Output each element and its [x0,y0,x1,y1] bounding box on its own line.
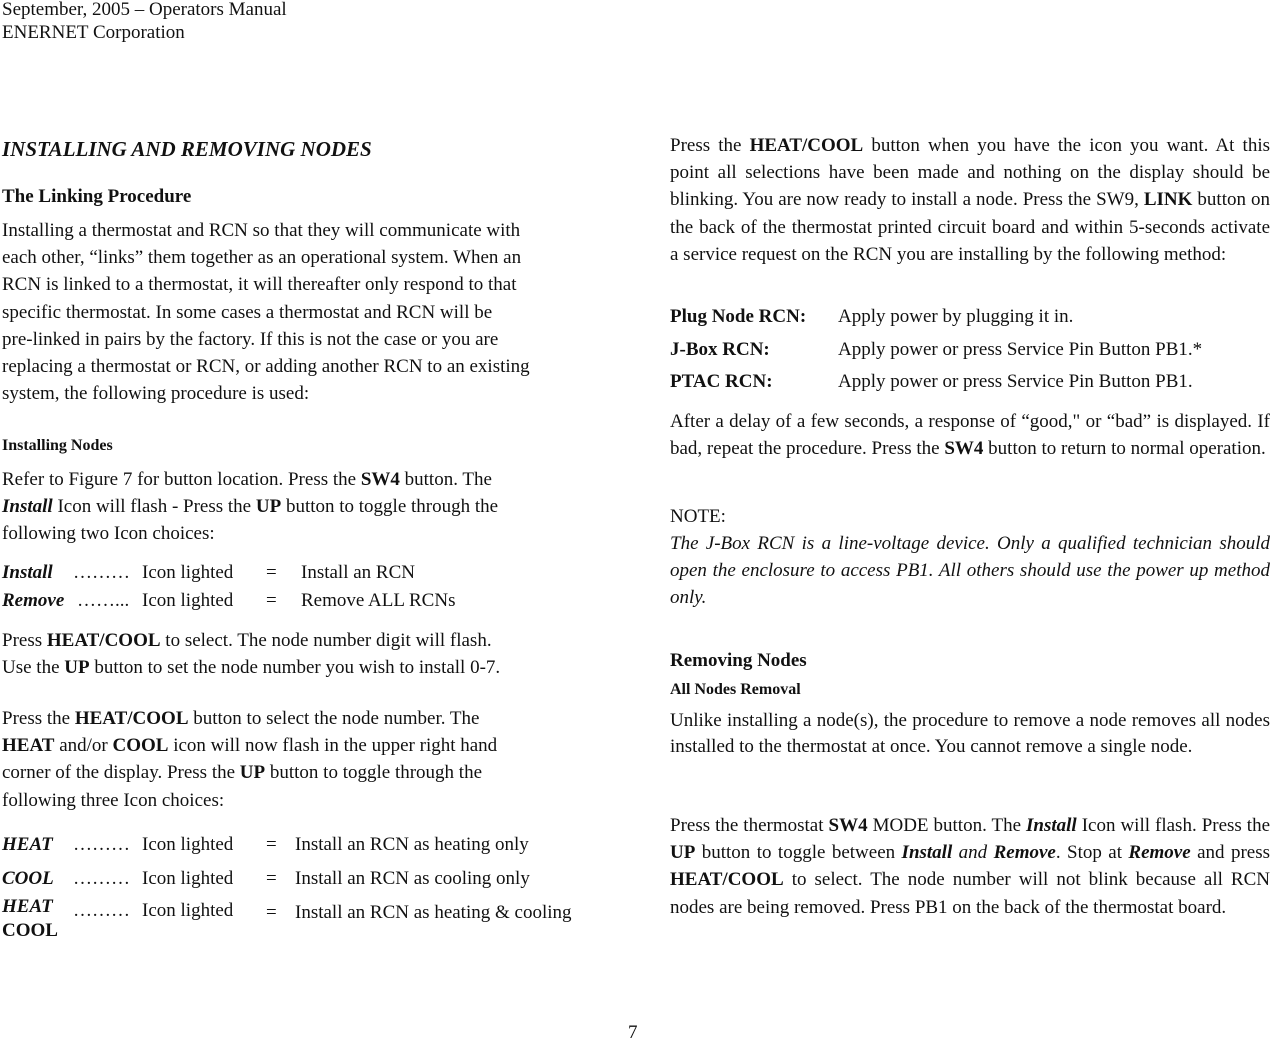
installing-heading: Installing Nodes [2,437,113,454]
linking-line: specific thermostat. In some cases a thermostat and RCN will be [2,301,493,323]
linking-line: Installing a thermostat and RCN so that they will communicate with [2,220,521,241]
header-line-2: ENERNET Corporation [2,22,185,43]
linking-heading: The Linking Procedure [2,186,192,207]
install-intro-paragraph: Refer to Figure 7 for button location. Press the SW4 button. The Install Icon will flash - Press the UP button to toggle through the following two Icon choices: [2,469,499,545]
linking-line: system, the following procedure is used: [2,383,310,405]
removal-intro-paragraph: Unlike installing a node(s), the procedure to remove a node removes all nodes installed to the thermostat at once. You cannot remove a single node. [670,710,1270,757]
note-label: NOTE: [670,506,726,527]
removal-steps-paragraph: Press the thermostat SW4 MODE button. The Install Icon will flash. Press the UP button to toggle between Install and Remove. Stop at Remove and press HEAT/COOL to select. The node number will not blink because all RCN nodes are being removed. Press PB1 on the back of the thermostat board. [670,815,1270,918]
linking-line: replacing a thermostat or RCN, or adding another RCN to an existing [2,356,530,378]
icon-choice-install: Install ……… Icon lighted = Install an RCN [2,562,415,583]
section-title: INSTALLING AND REMOVING NODES [2,137,372,161]
linking-paragraph [2,217,612,407]
linking-line: pre-linked in pairs by the factory. If this is not the case or you are [2,328,499,350]
method-plug-node: Plug Node RCN: Apply power by plugging it in. [670,306,1074,327]
linking-line: RCN is linked to a thermostat, it will thereafter only respond to that [2,274,517,296]
note-text: The J-Box RCN is a line-voltage device. Only a qualified technician should open the enclosure to access PB1. All others should use the power up method only. [670,533,1270,609]
all-nodes-heading: All Nodes Removal [670,681,801,698]
header-line-1: September, 2005 – Operators Manual [2,0,287,20]
page-number: 7 [628,1022,638,1043]
linking-line: each other, “links” them together as an operational system. When an [2,247,522,269]
icon-choice-cool: COOL ……… Icon lighted = Install an RCN as cooling only [2,868,530,889]
removing-heading: Removing Nodes [670,650,807,671]
response-paragraph: After a delay of a few seconds, a response of “good," or “bad” is displayed. If bad, repeat the procedure. Press the SW4 button to return to normal operation. [670,411,1270,460]
heat-cool-paragraph: Press the HEAT/COOL button to select the node number. The HEAT and/or COOL icon will now flash in the upper right hand corner of the display. Press the UP button to toggle through the following three Icon choices: [2,708,498,811]
icon-choice-remove: Remove ……... Icon lighted = Remove ALL RCNs [2,590,456,611]
method-ptac: PTAC RCN: Apply power or press Service Pin Button PB1. [670,371,1193,392]
icon-choice-heat: HEAT ……… Icon lighted = Install an RCN as heating only [2,834,529,855]
right-install-paragraph: Press the HEAT/COOL button when you have the icon you want. At this point all selections have been made and nothing on the display should be blinking. You are now ready to install a node. Press the SW9, LINK button on the back of the thermostat printed circuit board and within 5-seconds activate a service request on the RCN you are installing by the following method: [670,135,1270,265]
method-jbox: J-Box RCN: Apply power or press Service Pin Button PB1.* [670,339,1203,360]
select-node-paragraph: Press HEAT/COOL to select. The node number digit will flash. Use the UP button to set the node number you wish to install 0-7. [2,630,501,679]
icon-choice-heat-cool: HEAT COOL ……… Icon lighted = Install an RCN as heating & cooling [2,896,572,941]
